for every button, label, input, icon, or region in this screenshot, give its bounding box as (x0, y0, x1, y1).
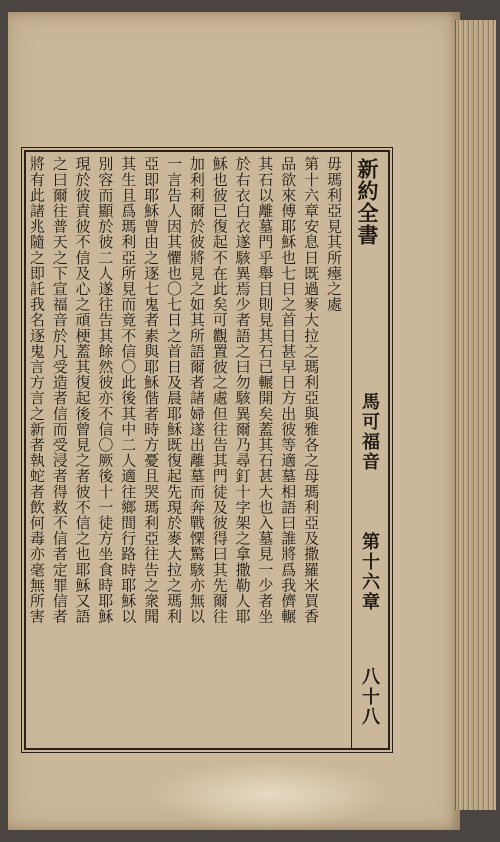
paper-stain (150, 760, 390, 830)
text-column: 別容而顯於彼二人遂往告其餘然彼亦不信〇厥後十一徒方坐食時耶穌 (96, 156, 115, 624)
page-edges (455, 20, 496, 810)
gospel-title: 馬可福音 (359, 392, 380, 472)
text-column: 毋瑪利亞見其所瘞之處 (325, 156, 343, 312)
running-header (351, 152, 388, 748)
text-column: 穌也彼已復起不在此矣可觀置彼之處但往告其門徒及彼得曰其先爾往 (210, 156, 229, 624)
text-column: 之曰爾往普天之下宣福音於凡受造者信而受浸者得救不信者定罪信者 (50, 156, 69, 624)
text-column: 於右衣白衣遂駭異焉少者語之曰勿駭異爾乃尋釘十字架之拿撒勒人耶 (233, 156, 252, 624)
text-column: 第十六章安息日既過麥大拉之瑪利亞與雅各之母瑪利亞及撒羅米買香 (302, 156, 321, 624)
text-column: 其生且爲瑪利亞所見而竟不信〇此後其中二人適往鄉間行路時耶穌以 (119, 156, 138, 624)
text-column: 將有此諸兆隨之即託我名逐鬼言方言之新者執蛇者飲何毒亦毫無所害 (27, 156, 46, 624)
book-title: 新約全書 (355, 158, 379, 246)
chapter-title: 第十六章 (359, 532, 380, 612)
text-column: 一言告人因其懼也〇七日之首日及晨耶穌既復起先現於麥大拉之瑪利 (165, 156, 183, 624)
text-columns (28, 156, 348, 744)
text-column: 其石以離墓門乎舉目則見其石已輾開矣蓋其石甚大也入墓見一少者坐 (256, 156, 275, 624)
page-number: 八十八 (359, 667, 380, 727)
text-column: 現於彼責彼不信及心之頑梗蓋其復起後曾見之者彼不信之也耶穌又語 (73, 156, 92, 624)
text-column: 亞即耶穌曾由之逐七鬼者素與耶穌偕者時方憂且哭瑪利亞往告之衆聞 (142, 156, 161, 624)
text-column: 加利利爾於彼將見之如其所語爾者諸婦遂出離墓而奔戰慄驚駭亦無以 (187, 156, 206, 624)
text-frame (24, 150, 390, 750)
text-column: 品欲來傅耶穌也七日之首日甚早日方出彼等適墓相語曰誰將爲我儕輾 (279, 156, 298, 624)
